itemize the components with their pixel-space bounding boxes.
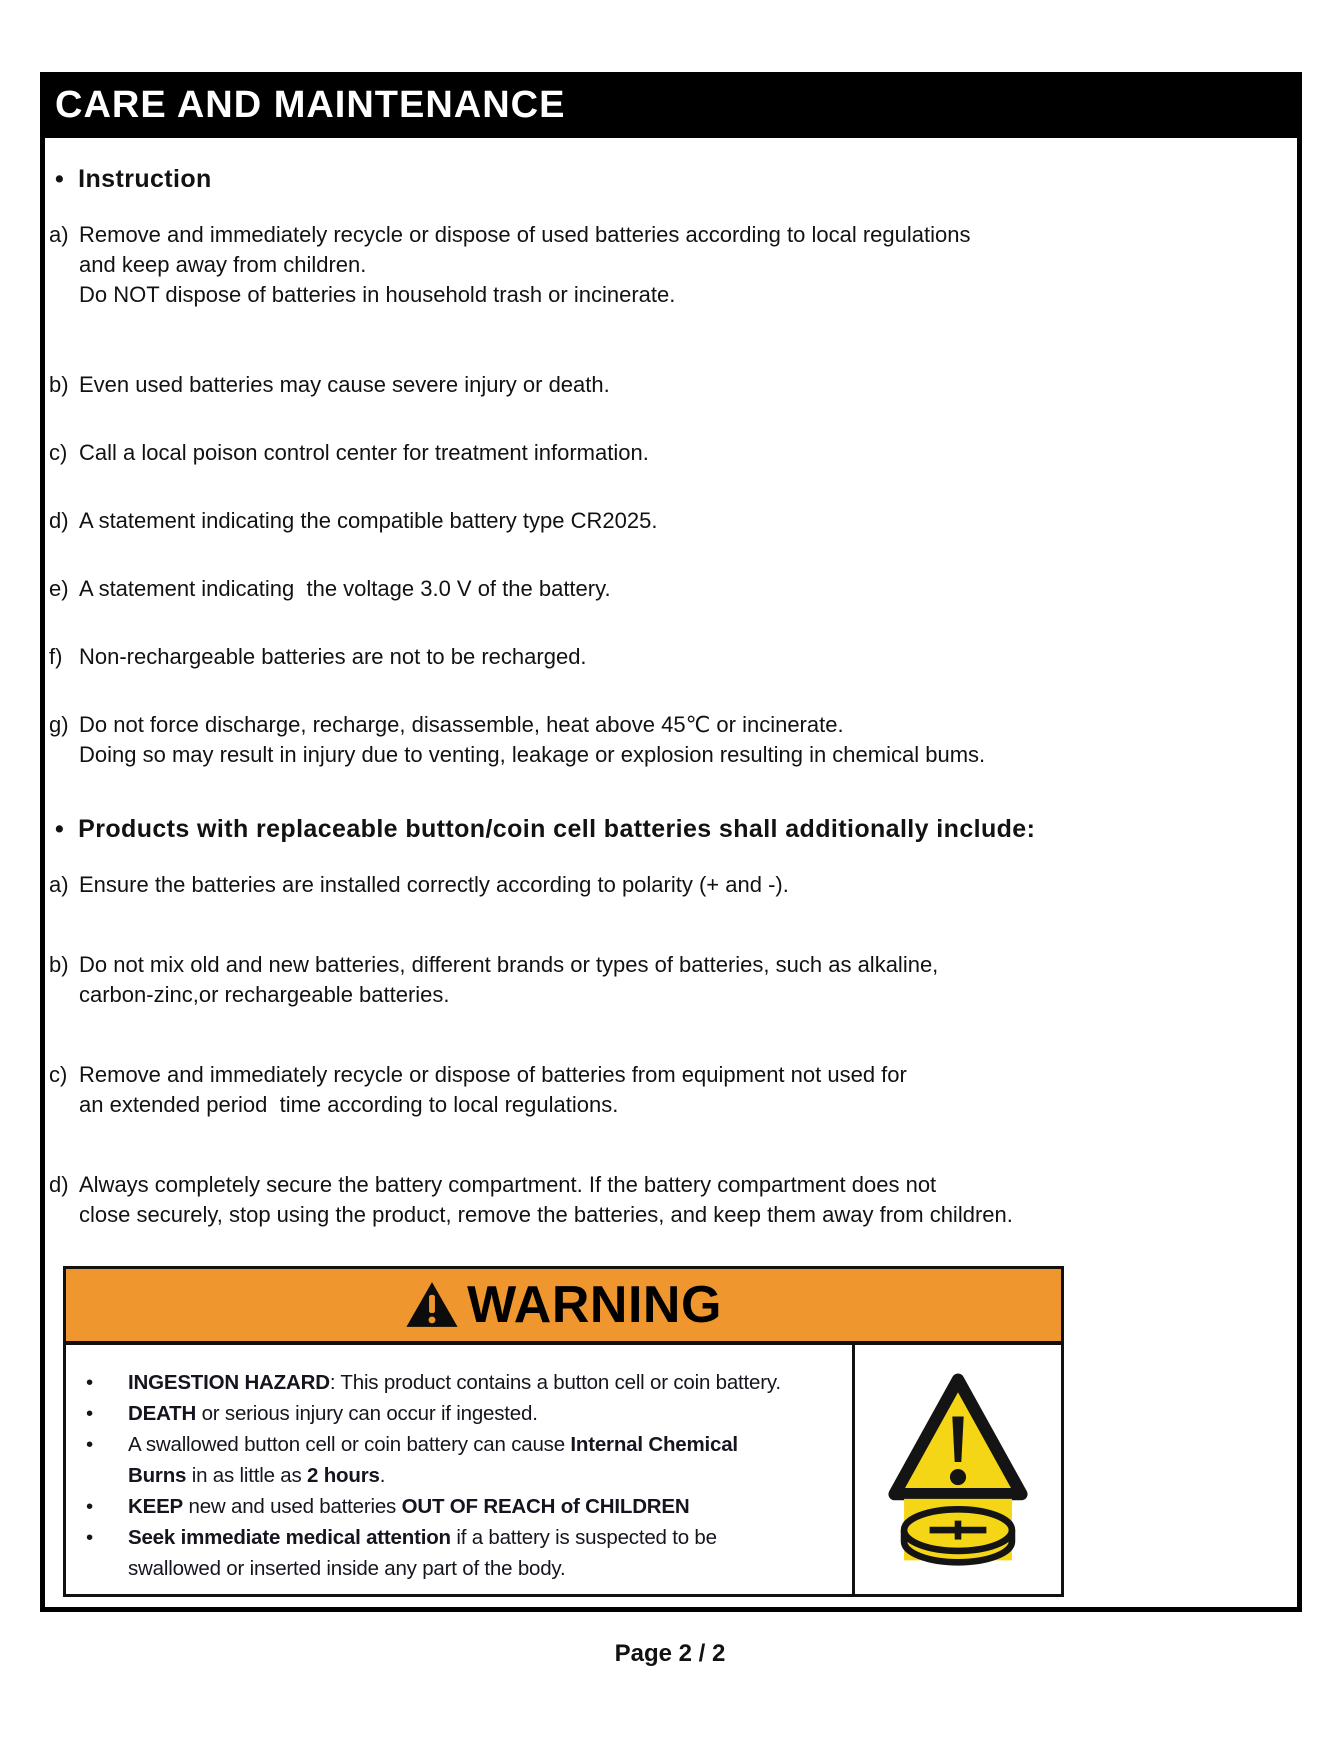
document-body xyxy=(45,138,1297,1607)
list-item-marker: a) xyxy=(49,222,69,247)
list-item-marker: g) xyxy=(49,712,69,737)
warning-content xyxy=(66,1345,1061,1594)
list-item-line: Doing so may result in injury due to venting, leakage or explosion resulting in chemical bums. xyxy=(79,742,986,767)
list-item xyxy=(47,1060,1283,1120)
list-item-line: an extended period time according to local regulations. xyxy=(79,1092,619,1117)
warning-title: WARNING xyxy=(467,1276,722,1334)
plain-text: in as little as xyxy=(186,1464,308,1487)
content-frame xyxy=(40,72,1302,1612)
list-item xyxy=(47,642,1283,672)
list-item-line: Do NOT dispose of batteries in household trash or incinerate. xyxy=(79,282,676,307)
list-item-marker: b) xyxy=(49,952,69,977)
list-item-marker: b) xyxy=(49,372,69,397)
list-item-marker: e) xyxy=(49,576,69,601)
list-item xyxy=(47,506,1283,536)
list-item xyxy=(47,220,1283,310)
list-item-line: carbon-zinc,or rechargeable batteries. xyxy=(79,982,450,1007)
emphasis-text: Internal Chemical xyxy=(570,1433,738,1456)
emphasis-text: INGESTION HAZARD xyxy=(128,1371,330,1394)
list-item xyxy=(47,950,1283,1010)
list-item-line: Remove and immediately recycle or dispose of batteries from equipment not used for xyxy=(79,1062,907,1087)
bullet-icon: • xyxy=(55,815,65,843)
emphasis-text: OUT OF REACH of CHILDREN xyxy=(401,1495,690,1518)
list-item-marker: f) xyxy=(49,644,63,669)
warning-list-item xyxy=(86,1398,846,1429)
list-item-line: Do not mix old and new batteries, different brands or types of batteries, such as alkaline, xyxy=(79,952,939,977)
plain-text: A swallowed button cell or coin battery can cause xyxy=(128,1433,571,1456)
list-item xyxy=(47,710,1283,770)
list-item-line: close securely, stop using the product, remove the batteries, and keep them away from children. xyxy=(79,1202,1013,1227)
section-heading-text: Products with replaceable button/coin cell batteries shall additionally include: xyxy=(78,815,1036,843)
list-item-line: Call a local poison control center for treatment information. xyxy=(79,440,649,465)
list-item xyxy=(47,438,1283,468)
plain-text: : This product contains a button cell or coin battery. xyxy=(329,1371,781,1394)
emphasis-text: DEATH xyxy=(128,1402,197,1425)
warning-list-item xyxy=(86,1491,846,1522)
list-item-line: Ensure the batteries are installed correctly according to polarity (+ and -). xyxy=(79,872,789,897)
warning-item-text xyxy=(128,1429,846,1491)
list-item xyxy=(47,870,1283,900)
section-heading-text: Instruction xyxy=(78,165,212,193)
page-number: Page 2 / 2 xyxy=(614,1640,726,1667)
emphasis-text: KEEP xyxy=(128,1495,184,1518)
bullet-icon: • xyxy=(86,1526,93,1549)
bullet-icon: • xyxy=(86,1371,93,1394)
plain-text: . xyxy=(379,1464,386,1487)
list-item-line: and keep away from children. xyxy=(79,252,367,277)
list-item xyxy=(47,1170,1283,1230)
warning-list-item xyxy=(86,1367,846,1398)
bullet-icon: • xyxy=(86,1433,93,1456)
warning-header xyxy=(66,1269,1061,1345)
page-title: CARE AND MAINTENANCE xyxy=(55,83,566,126)
warning-list-item xyxy=(86,1429,846,1491)
bullet-icon: • xyxy=(86,1402,93,1425)
battery-ingestion-hazard-icon xyxy=(887,1373,1029,1567)
warning-item-text xyxy=(128,1398,846,1429)
list-item-marker: c) xyxy=(49,1062,68,1087)
emphasis-text: Seek immediate medical attention xyxy=(128,1526,451,1549)
list-item-line: A statement indicating the voltage 3.0 V of the battery. xyxy=(79,576,611,601)
battery-hazard-cell xyxy=(852,1345,1061,1594)
list-item-marker: c) xyxy=(49,440,68,465)
warning-item-text xyxy=(128,1367,846,1398)
list-item-marker: a) xyxy=(49,872,69,897)
section-heading-products xyxy=(47,814,1283,844)
plain-text: new and used batteries xyxy=(183,1495,402,1518)
list-item-line: Do not force discharge, recharge, disassemble, heat above 45℃ or incinerate. xyxy=(79,712,844,737)
plain-text: swallowed or inserted inside any part of the body. xyxy=(128,1557,566,1580)
plain-text: or serious injury can occur if ingested. xyxy=(196,1402,538,1425)
list-item-line: Always completely secure the battery compartment. If the battery compartment does not xyxy=(79,1172,937,1197)
warning-list xyxy=(66,1345,852,1594)
section-heading-instruction xyxy=(47,164,1283,194)
warning-triangle-icon xyxy=(405,1281,459,1329)
list-item xyxy=(47,574,1283,604)
bullet-icon: • xyxy=(55,165,65,193)
list-item-marker: d) xyxy=(49,1172,69,1197)
emphasis-text: Burns xyxy=(128,1464,187,1487)
warning-box xyxy=(63,1266,1064,1597)
list-item-line: Even used batteries may cause severe injury or death. xyxy=(79,372,610,397)
warning-item-text xyxy=(128,1491,846,1522)
list-item-line: Remove and immediately recycle or dispose of used batteries according to local regulations xyxy=(79,222,971,247)
instruction-list xyxy=(47,220,1283,770)
products-list xyxy=(47,870,1283,1230)
warning-list-item xyxy=(86,1522,846,1584)
list-item-line: A statement indicating the compatible battery type CR2025. xyxy=(79,508,658,533)
emphasis-text: 2 hours xyxy=(307,1464,380,1487)
bullet-icon: • xyxy=(86,1495,93,1518)
title-bar xyxy=(45,72,1297,138)
warning-item-text xyxy=(128,1522,846,1584)
list-item xyxy=(47,370,1283,400)
plain-text: if a battery is suspected to be xyxy=(450,1526,717,1549)
list-item-line: Non-rechargeable batteries are not to be recharged. xyxy=(79,644,587,669)
list-item-marker: d) xyxy=(49,508,69,533)
